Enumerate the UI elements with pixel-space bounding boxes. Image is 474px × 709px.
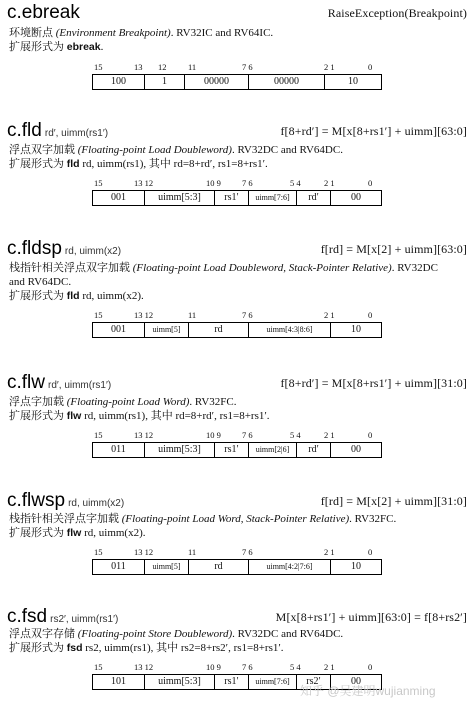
bit-label: 13 12 — [134, 178, 154, 188]
instruction-operands: rd, uimm(x2) — [64, 246, 122, 257]
section-c-fldsp — [0, 238, 474, 348]
bit-label: 2 1 — [324, 430, 335, 440]
encoding-field: rd′ — [297, 191, 331, 205]
bit-position-labels — [92, 62, 382, 72]
mnemonic-text: c.fld — [7, 120, 42, 141]
bit-position-labels — [92, 547, 382, 557]
section-c-ebreak — [0, 2, 474, 102]
instruction-semantics: f[rd] = M[x[2] + uimm][63:0] — [320, 242, 467, 256]
mnemonic-text: c.flw — [7, 372, 45, 393]
instruction-semantics: RaiseException(Breakpoint) — [327, 6, 467, 20]
section-c-flw — [0, 372, 474, 467]
bit-label: 13 12 — [134, 547, 154, 557]
encoding-field: uimm[5:3] — [145, 675, 215, 689]
mnemonic-text: c.flwsp — [7, 490, 66, 511]
bit-label: 15 — [94, 178, 103, 188]
bit-label: 2 1 — [324, 310, 335, 320]
encoding-field: 10 — [348, 76, 358, 87]
instruction-mnemonic: c.ebreak — [7, 2, 80, 23]
bit-label: 5 4 — [290, 430, 301, 440]
bit-label: 0 — [368, 430, 373, 440]
bit-label: 7 6 — [242, 62, 253, 72]
bit-label: 0 — [368, 310, 373, 320]
expansion-line: 扩展形式为 fld rd, uimm(rs1), 其中 rd=8+rd′, rs1=8+rs1′. — [9, 158, 268, 170]
bit-label: 15 — [94, 310, 103, 320]
encoding-field: uimm[5] — [145, 560, 189, 574]
encoding-field: 00000 — [185, 75, 249, 89]
bit-label: 7 6 — [242, 178, 253, 188]
bit-label: 0 — [368, 547, 373, 557]
encoding-field: 00 — [351, 192, 361, 203]
instruction-mnemonic — [7, 120, 108, 145]
watermark: 知乎 @吴建明wujianming — [300, 684, 436, 698]
instruction-semantics: f[8+rd′] = M[x[8+rs1′] + uimm][63:0] — [280, 124, 467, 138]
instruction-header — [7, 372, 467, 396]
bit-label: 13 12 — [134, 662, 154, 672]
instruction-operands: rs2′, uimm(rs1′) — [50, 614, 119, 625]
bit-label: 2 1 — [324, 662, 335, 672]
bit-label: 0 — [368, 178, 373, 188]
encoding-field: 00000 — [249, 75, 325, 89]
expansion-line: 扩展形式为 fld rd, uimm(x2). — [9, 290, 144, 302]
bit-label: 11 — [188, 62, 197, 72]
description-line: 浮点字加载 (Floating-point Load Word). RV32FC. — [9, 396, 237, 408]
bit-label: 11 — [188, 310, 197, 320]
encoding-field: rd′ — [297, 443, 331, 457]
encoding-field: 001 — [93, 191, 145, 205]
instruction-header — [7, 490, 467, 514]
bit-label: 2 1 — [324, 62, 335, 72]
encoding-field: 101 — [93, 675, 145, 689]
instruction-operands: rd′, uimm(rs1′) — [48, 380, 112, 391]
description-line: and RV64DC. — [9, 276, 72, 288]
bit-label: 10 9 — [206, 178, 221, 188]
encoding-table — [92, 190, 382, 206]
instruction-semantics: M[x[8+rs1′] + uimm][63:0] = f[8+rs2′] — [275, 610, 467, 624]
bit-label: 12 — [158, 62, 167, 72]
description-line: 栈指针相关浮点字加载 (Floating-point Load Word, Stack-Pointer Relative). RV32FC. — [9, 513, 397, 525]
encoding-field: 00 — [351, 444, 361, 455]
encoding-field: rs1′ — [215, 675, 249, 689]
section-c-fld — [0, 120, 474, 215]
instruction-header — [7, 238, 467, 262]
bit-position-labels — [92, 430, 382, 440]
encoding-field: 001 — [93, 323, 145, 337]
instruction-mnemonic — [7, 490, 124, 515]
bit-label: 7 6 — [242, 662, 253, 672]
encoding-table — [92, 322, 382, 338]
encoding-field: 100 — [93, 75, 145, 89]
encoding-table — [92, 74, 382, 90]
encoding-field: uimm[5:3] — [145, 443, 215, 457]
description-line: 浮点双字加载 (Floating-point Load Doubleword). RV32DC and RV64DC. — [9, 144, 343, 156]
instruction-header — [7, 2, 467, 26]
instruction-header — [7, 120, 467, 144]
encoding-field: rd — [189, 323, 249, 337]
expansion-line: 扩展形式为 fsd rs2, uimm(rs1), 其中 rs2=8+rs2′, rs1=8+rs1′. — [9, 642, 284, 654]
bit-label: 2 1 — [324, 178, 335, 188]
encoding-field: rs2′ — [297, 675, 331, 689]
instruction-mnemonic — [7, 238, 121, 263]
instruction-header — [7, 606, 467, 630]
bit-label: 0 — [368, 62, 373, 72]
description-line: 浮点双字存储 (Floating-point Store Doubleword). RV32DC and RV64DC. — [9, 628, 344, 640]
encoding-table — [92, 559, 382, 575]
instruction-operands: rd, uimm(x2) — [68, 498, 125, 509]
bit-position-labels — [92, 178, 382, 188]
bit-label: 10 9 — [206, 430, 221, 440]
encoding-field: 10 — [351, 324, 361, 335]
encoding-table — [92, 442, 382, 458]
encoding-field: rs1′ — [215, 443, 249, 457]
encoding-field: 011 — [93, 443, 145, 457]
encoding-field: 011 — [93, 560, 145, 574]
bit-label: 7 6 — [242, 430, 253, 440]
bit-label: 15 — [94, 662, 103, 672]
bit-label: 15 — [94, 62, 103, 72]
expansion-line: 扩展形式为 flw rd, uimm(x2). — [9, 527, 146, 539]
bit-label: 15 — [94, 547, 103, 557]
instruction-operands: rd′, uimm(rs1′) — [44, 128, 109, 139]
bit-label: 13 12 — [134, 310, 154, 320]
encoding-field: uimm[5:3] — [145, 191, 215, 205]
encoding-field: uimm[7:6] — [249, 675, 297, 689]
bit-label: 5 4 — [290, 178, 301, 188]
expansion-line: 扩展形式为 ebreak. — [9, 41, 104, 53]
encoding-field: uimm[7:6] — [249, 191, 297, 205]
bit-position-labels — [92, 310, 382, 320]
expansion-line: 扩展形式为 flw rd, uimm(rs1), 其中 rd=8+rd′, rs1=8+rs1′. — [9, 410, 270, 422]
bit-position-labels — [92, 662, 382, 672]
bit-label: 7 6 — [242, 310, 253, 320]
encoding-field: 00 — [351, 676, 361, 687]
encoding-field: 1 — [145, 75, 185, 89]
instruction-semantics: f[8+rd′] = M[x[8+rs1′] + uimm][31:0] — [280, 376, 467, 390]
mnemonic-text: c.fsd — [7, 606, 48, 627]
encoding-field: uimm[4:2|7:6] — [249, 560, 331, 574]
bit-label: 11 — [188, 547, 197, 557]
encoding-field: 10 — [351, 561, 361, 572]
bit-label: 5 4 — [290, 662, 301, 672]
encoding-field: rs1′ — [215, 191, 249, 205]
mnemonic-text: c.fldsp — [7, 238, 62, 259]
description-line: 栈指针相关浮点双字加载 (Floating-point Load Doubleword, Stack-Pointer Relative). RV32DC — [9, 262, 438, 274]
bit-label: 13 — [134, 62, 143, 72]
bit-label: 0 — [368, 662, 373, 672]
bit-label: 13 12 — [134, 430, 154, 440]
bit-label: 10 9 — [206, 662, 221, 672]
instruction-semantics: f[rd] = M[x[2] + uimm][31:0] — [320, 494, 467, 508]
bit-label: 7 6 — [242, 547, 253, 557]
encoding-field: rd — [189, 560, 249, 574]
encoding-field: uimm[5] — [145, 323, 189, 337]
bit-label: 2 1 — [324, 547, 335, 557]
bit-label: 15 — [94, 430, 103, 440]
section-c-flwsp — [0, 490, 474, 585]
description-line: 环境断点 (Environment Breakpoint). RV32IC and RV64IC. — [9, 27, 274, 39]
encoding-field: uimm[4:3|8:6] — [249, 323, 331, 337]
encoding-field: uimm[2|6] — [249, 443, 297, 457]
instruction-mnemonic — [7, 372, 111, 397]
